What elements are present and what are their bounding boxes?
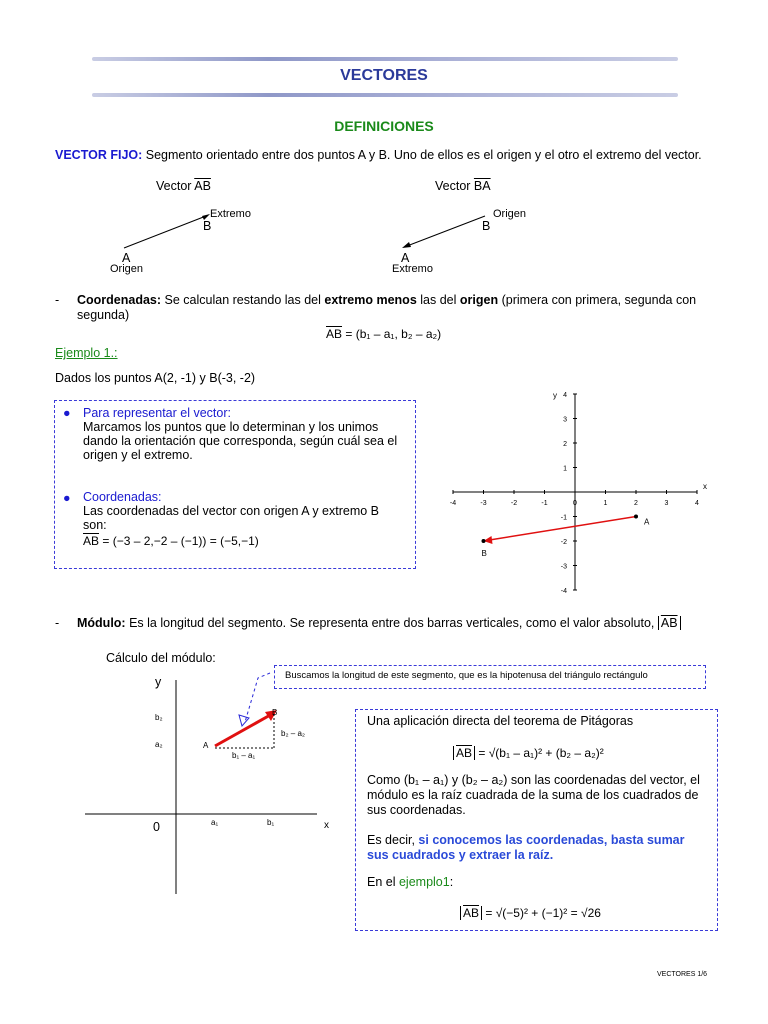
vector-ab-arrow [124, 216, 206, 248]
vector-fijo-term: VECTOR FIJO: [55, 148, 143, 162]
page-title: VECTORES [340, 67, 428, 84]
example-formula: $\overline{AB} = (-3 - 2,-2 - (-1)) = (-5,-1)$ [83, 534, 259, 548]
calculo-label: Cálculo del módulo: [106, 651, 216, 665]
coordenadas-formula: $\overline{AB} = (b_1 - a_1$, b₂ – a₂) [326, 327, 442, 341]
arrow-head-icon [402, 242, 411, 248]
chart-y-tick-label: -1 [560, 514, 567, 522]
pitagoras-intro: Una aplicación directa del teorema de Pitágoras [367, 714, 634, 728]
chart-y-tick-label: 2 [563, 441, 567, 448]
coordinate-chart [440, 378, 720, 598]
bullet-icon: ● [63, 406, 71, 420]
vector-ab-label: Vector $\overline{AB}$ [156, 179, 211, 193]
section-title: DEFINICIONES [334, 118, 434, 134]
extremo-label: Extremo [210, 208, 251, 220]
chart-y-tick-label: 4 [563, 392, 567, 399]
pitagoras-esdecir: Es decir, si conocemos las coordenadas, basta sumar sus cuadrados y extraer la raíz. [367, 833, 685, 862]
a1-label: a₁ [211, 818, 219, 827]
extremo-label-right: Extremo [392, 263, 433, 275]
b2-label: b₂ [155, 713, 163, 722]
vector-ab-name: $\overline{AB}$ [194, 179, 211, 193]
chart-x-tick-label: -3 [480, 500, 487, 507]
diagram-point-a: A [203, 741, 209, 750]
leg-horizontal-label: b₁ – a₁ [232, 751, 256, 760]
ejemplo1-link[interactable]: ejemplo1 [398, 875, 450, 889]
pitagoras-box [355, 709, 718, 931]
origen-label: Origen [110, 263, 144, 275]
diagram-x-label: x [324, 820, 329, 831]
bottom-rule [92, 93, 678, 97]
chart-x-tick-label: 2 [634, 500, 638, 507]
modulo-notation: $\overline{AB}$ [658, 616, 681, 630]
modulo-vector-arrow [215, 714, 272, 746]
point-b-label-right: B [482, 219, 491, 233]
chart-y-tick-label: -3 [560, 563, 567, 571]
pitagoras-result: $\overline{AB} = √(-5)^2 + (-1)^2 = √26$ [460, 906, 601, 920]
a2-label: a₂ [155, 740, 163, 749]
bullet-representar: Para representar el vector: Marcamos los puntos que lo determinan y los unimos dando la orientación que corresponda, según cuál sea el origen y el extremo. [83, 406, 398, 462]
chart-x-tick-label: -1 [541, 500, 548, 507]
chart-x-label: x [703, 482, 707, 491]
chart-point-a [634, 515, 638, 519]
vector-ba-name: $\overline{BA}$ [473, 179, 491, 193]
leg-vertical-label: b₂ – a₂ [281, 729, 306, 738]
modulo-diagram [85, 670, 355, 900]
origen-label-right: Origen [493, 208, 527, 220]
vector-ba-arrow [407, 216, 485, 246]
ejemplo-dados: Dados los puntos A(2, -1) y B(-3, -2) [55, 371, 256, 385]
vector-ba-diagram [395, 205, 505, 265]
chart-y-tick-label: -4 [560, 588, 567, 595]
pitagoras-formula: $\overline{AB} = √(b_1 - a_1)^2 + (b_2 - a_2)^2$ [453, 746, 604, 760]
vector-fijo-text: Segmento orientado entre dos puntos A y B. Uno de ellos es el origen y el otro el extremo del vector. [145, 148, 702, 162]
callout-text: Buscamos la longitud de este segmento, que es la hipotenusa del triángulo rectángulo [285, 670, 648, 681]
vector-fijo-definition [55, 148, 715, 163]
chart-point-label-b: B [481, 549, 487, 558]
modulo-dash: - [55, 616, 60, 630]
chart-y-label: y [553, 391, 557, 400]
vector-ba-label: Vector $\overline{BA}$ [435, 179, 491, 193]
pitagoras-enel: En el ejemplo1: [367, 875, 454, 889]
chart-x-tick-label: -4 [449, 500, 457, 507]
diagram-point-b: B [272, 708, 278, 717]
point-a-label: A [122, 251, 131, 265]
chart-y-tick-label: 1 [563, 465, 567, 473]
diagram-y-label: y [155, 675, 162, 689]
coordenadas-definition: Coordenadas: Se calculan restando las del extremo menos las del origen (primera con primera, segunda con segunda) [77, 293, 697, 322]
chart-x-tick-label: 0 [573, 500, 577, 507]
chart-x-tick-label: 4 [695, 500, 699, 507]
modulo-definition: Módulo: Es la longitud del segmento. Se representa entre dos barras verticales, como el valor absoluto, $\overline{AB}$ [77, 616, 717, 630]
chart-x-tick-label: 3 [664, 500, 669, 507]
pitagoras-como: Como (b₁ – a₁) y (b₂ – a₂) son las coordenadas del vector, el módulo es la raíz cuadrada de la suma de los cuadrados de sus coordenadas. [367, 773, 700, 817]
diagram-origin-label: 0 [153, 820, 160, 834]
point-b-label: B [203, 219, 212, 233]
bullet-icon: ● [63, 491, 71, 505]
chart-x-tick-label: 1 [603, 500, 608, 507]
chart-point-label-a: A [644, 517, 650, 527]
chart-y-tick-label: -2 [560, 539, 567, 546]
bullet-coordenadas: Coordenadas: Las coordenadas del vector con origen A y extremo B son: $\overline{AB} = (-3 - 2,-2 - (-1)) = (-5,-1)$ [83, 490, 403, 548]
page-footer: VECTORES 1/6 [657, 971, 708, 978]
top-rule [92, 57, 678, 61]
coordenadas-dash: - [55, 293, 60, 307]
point-a-label-right: A [401, 251, 410, 265]
ejemplo-link[interactable]: Ejemplo 1.: [55, 346, 118, 360]
callout-pointer [245, 673, 270, 722]
callout-arrow-icon [239, 715, 249, 726]
chart-x-tick-label: -2 [510, 500, 518, 507]
chart-point-b [482, 539, 486, 543]
b1-label: b₁ [267, 818, 275, 827]
chart-y-tick-label: 3 [563, 416, 567, 424]
